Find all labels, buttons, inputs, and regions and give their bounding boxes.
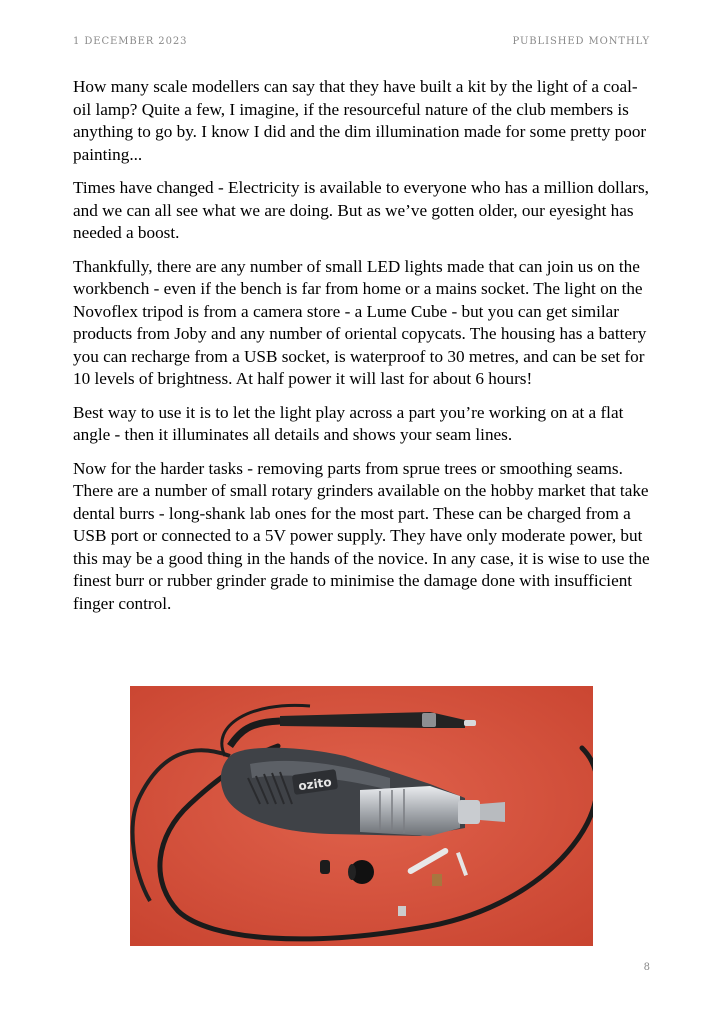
sanding-drum — [432, 874, 442, 886]
handpiece-tip — [464, 720, 476, 726]
paragraph: How many scale modellers can say that they have built a kit by the light of a coal-oil lamp? Quite a few, I imagine, if the resourceful nature of the club members is anything to go by. I know I did and the dim illumination made for some pretty poor painting... — [73, 77, 647, 164]
grinding-stone — [398, 906, 406, 916]
paragraph: Thankfully, there are any number of small LED lights made that can join us on the workbench - even if the bench is far from home or a mains socket. The light on the Novoflex tripod is from a camera store - a Lume Cube - but you can get similar products from Joby and any number of oriental copycats. The housing has a battery you can recharge from a USB socket, is waterproof to 30 metres, and can be set for 10 levels of brightness. At half power it will last for about 6 hours! — [73, 256, 647, 388]
shaft-connector — [480, 802, 505, 822]
article-body — [73, 76, 653, 626]
publication-frequency: PUBLISHED MONTHLY — [512, 36, 650, 47]
handpiece-collar — [422, 713, 436, 727]
paragraph: Now for the harder tasks - removing parts from sprue trees or smoothing seams. There are a number of small rotary grinders available on the hobby market that take dental burrs - long-shank lab ones for the most part. These can be charged from a USB port or connected to a 5V power supply. They have only moderate power, but this may be a good thing in the hands of the novice. In any case, it is wise to use the finest burr or rubber grinder grade to minimise the damage done with insufficient finger control. — [73, 458, 650, 613]
paragraph: Best way to use it is to let the light play across a part you’re working on at a flat angle - then it illuminates all details and shows your seam lines. — [73, 402, 624, 444]
collet-nut — [458, 800, 480, 824]
mandrel — [348, 864, 356, 880]
page-header — [73, 36, 650, 47]
rotary-tool-photo — [130, 686, 593, 946]
small-burr — [320, 860, 330, 874]
issue-date: 1 DECEMBER 2023 — [73, 36, 188, 47]
brand-label: ozito — [297, 774, 333, 794]
page-number: 8 — [643, 962, 650, 973]
paragraph: Times have changed - Electricity is available to everyone who has a million dollars, and we can all see what we are doing. But as we’ve gotten older, our eyesight has needed a boost. — [73, 178, 649, 242]
rotary-tool-illustration — [130, 686, 593, 946]
tool-nose — [360, 786, 460, 836]
